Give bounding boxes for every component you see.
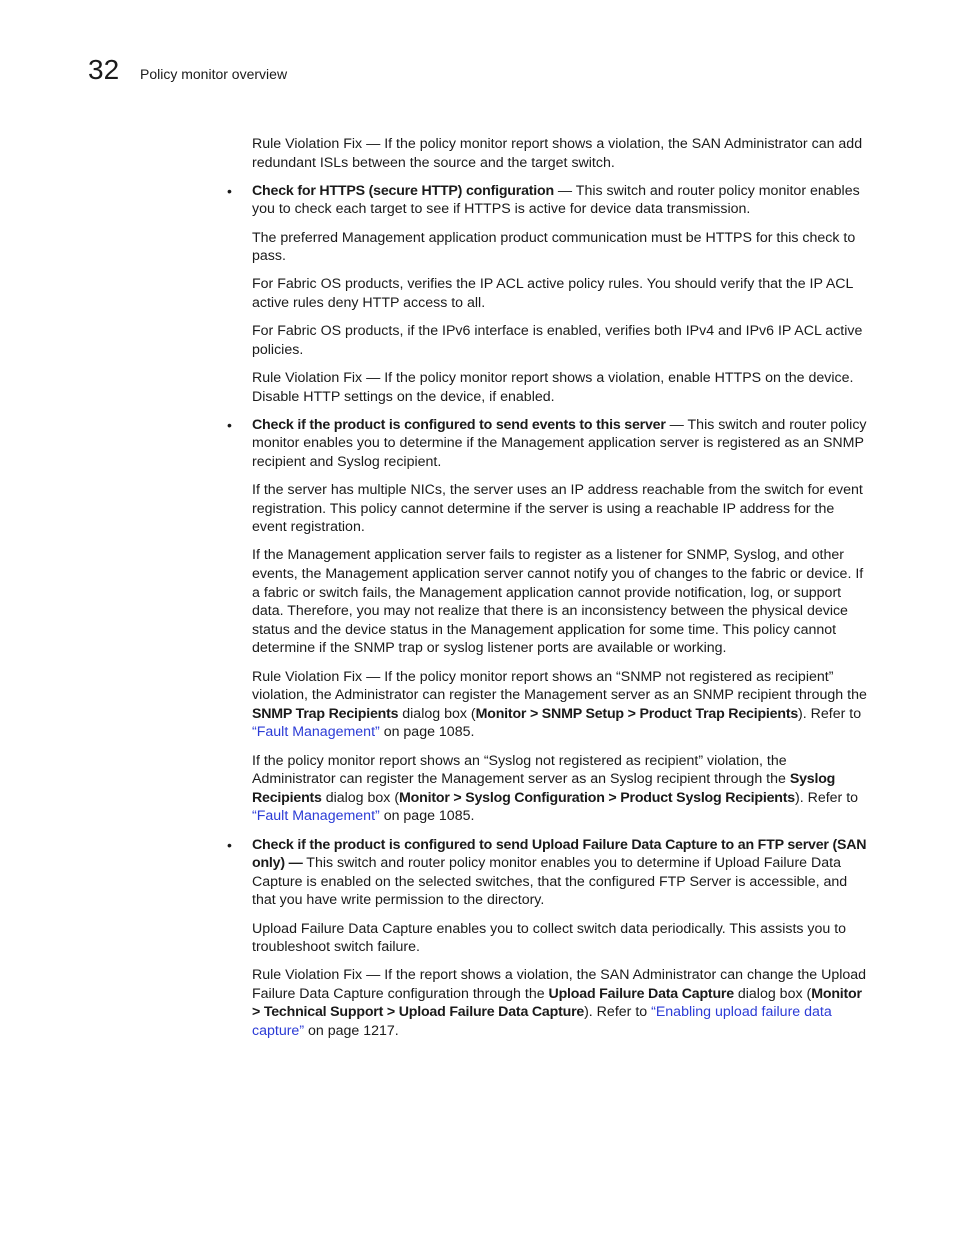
page-content xyxy=(227,135,872,1050)
chapter-title: Policy monitor overview xyxy=(140,66,288,82)
menu-path: Monitor > Syslog Configuration > Product Syslog Recipients xyxy=(399,789,795,806)
snmp-trap-recipients: SNMP Trap Recipients xyxy=(252,705,399,722)
bullet-upload-failure-check xyxy=(227,836,872,910)
enabling-upload-failure-link[interactable]: “Enabling upload failure data capture” xyxy=(252,1004,832,1040)
paragraph: For Fabric OS products, verifies the IP ACL active policy rules. You should verify that the IP ACL active rules deny HTTP access to all. xyxy=(252,276,853,311)
bullet-title: Check for HTTPS (secure HTTP) configuration xyxy=(252,182,554,199)
bullet-https-check xyxy=(227,182,872,219)
chapter-number: 32 xyxy=(88,54,120,85)
paragraph: Rule Violation Fix — If the policy monitor report shows a violation, enable HTTPS on the device. Disable HTTP settings on the device, if enabled. xyxy=(252,369,854,405)
paragraph: If the server has multiple NICs, the server uses an IP address reachable from the switch for event registration. This policy cannot determine if the server is using a reachable IP address for the event registration. xyxy=(252,482,863,536)
bullet-icon: • xyxy=(227,182,232,199)
rule-violation-fix-isl: Rule Violation Fix — If the policy monitor report shows a violation, the SAN Administrator can add redundant ISLs between the source and the target switch. xyxy=(252,136,863,171)
fault-management-link[interactable]: “Fault Management” xyxy=(252,808,380,825)
upload-failure-dialog: Upload Failure Data Capture xyxy=(548,985,734,1002)
bullet-title: Check if the product is configured to send events to this server xyxy=(252,416,666,433)
syslog-recipients: Syslog Recipients xyxy=(252,771,836,806)
menu-path: Monitor > Technical Support > Upload Failure Data Capture xyxy=(252,985,862,1021)
bullet-text: This switch and router policy monitor enables you to determine if Upload Failure Data Capture is enabled on the selected switches, that the configured FTP Server is accessible, and that you have write permission to the directory. xyxy=(252,855,848,909)
syslog-violation-paragraph: If the policy monitor report shows an “Syslog not registered as recipient” violation, the Administrator can register the Management server as an Syslog recipient through the Syslog Recipients dialog box (Monitor > Syslog Configuration > Product Syslog Recipients). Refer to “Fault Management” on page 1085. xyxy=(252,752,859,825)
bullet-text: — This switch and router policy monitor enables you to check each target to see if HTTPS is active for device data transmission. xyxy=(252,182,860,218)
paragraph: The preferred Management application product communication must be HTTPS for this check to pass. xyxy=(252,229,856,265)
paragraph: If the Management application server fails to register as a listener for SNMP, Syslog, and other events, the Management application server cannot notify you of changes to the fabric or device. If a fabric or switch fails, the Management application cannot provide notification, log, or support data. Therefore, you may not realize that there is an inconsistency between the physical device status and the device status in the Management application for some time. This policy cannot determine if the SNMP trap or syslog listener ports are available or working. xyxy=(252,547,864,657)
bullet-text: — This switch and router policy monitor enables you to determine if the Management application server is registered as an SNMP recipient and Syslog recipient. xyxy=(252,416,867,470)
bullet-events-check xyxy=(227,416,872,472)
fault-management-link[interactable]: “Fault Management” xyxy=(252,724,380,741)
rule-violation-fix-upload: Rule Violation Fix — If the report shows a violation, the SAN Administrator can change the Upload Failure Data Capture configuration through the Upload Failure Data Capture dialog box (Monitor > Technical Support > Upload Failure Data Capture). Refer to “Enabling upload failure data capture” on page 1217. xyxy=(252,967,867,1040)
bullet-icon: • xyxy=(227,416,232,433)
paragraph: For Fabric OS products, if the IPv6 interface is enabled, verifies both IPv4 and IPv6 IP ACL active policies. xyxy=(252,323,863,358)
bullet-icon: • xyxy=(227,836,232,853)
paragraph: Upload Failure Data Capture enables you to collect switch data periodically. This assists you to troubleshoot switch failure. xyxy=(252,920,847,956)
rule-violation-fix-snmp: Rule Violation Fix — If the policy monitor report shows an “SNMP not registered as recipient” violation, the Administrator can register the Management server as an SNMP recipient through the SNMP Trap Recipients dialog box (Monitor > SNMP Setup > Product Trap Recipients). Refer to “Fault Management” on page 1085. xyxy=(252,668,867,741)
bullet-title: Check if the product is configured to send Upload Failure Data Capture to an FTP server (SAN only) — xyxy=(252,836,867,872)
menu-path: Monitor > SNMP Setup > Product Trap Recipients xyxy=(475,705,799,722)
